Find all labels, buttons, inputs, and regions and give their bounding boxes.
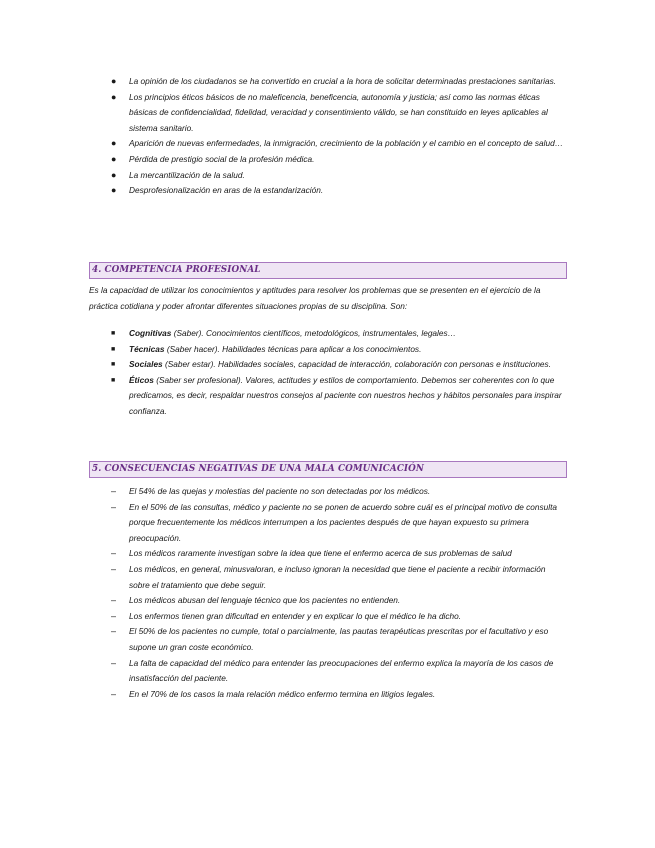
bullet-square-icon: ■ [111, 330, 116, 337]
list-item: ● La mercantilización de la salud. [89, 168, 567, 184]
list-item: ● La opinión de los ciudadanos se ha convertido en crucial a la hora de solicitar determinadas prestaciones sanitarias. [89, 74, 567, 90]
term: Sociales [129, 359, 163, 370]
list-item: ■ Éticos (Saber ser profesional). Valores, actitudes y estilos de comportamiento. Debemos ser coherentes con lo que predicamos, es decir, respaldar nuestros consejos al paciente con nuestros hechos y hábitos personales para inspirar confianza. [111, 374, 562, 416]
bullet-dash-icon: – [111, 657, 117, 668]
term: Éticos [129, 374, 154, 385]
bullet-dash-icon: – [111, 626, 117, 637]
list-item: – En el 50% de las consultas, médico y paciente no se ponen de acuerdo sobre cuál es el principal motivo de consulta porque frecuentemente los médicos interrumpen a los pacientes después de que hayan expuesto su primera preocupación. [111, 501, 558, 543]
list-item: – Los enfermos tienen gran dificultad en entender y en explicar lo que el médico le ha dicho. [89, 609, 567, 625]
list-item: ■ Técnicas (Saber hacer). Habilidades técnicas para aplicar a los conocimientos. [89, 342, 567, 358]
bullet-square-icon: ■ [111, 376, 116, 384]
section-paragraph: Es la capacidad de utilizar los conocimientos y aptitudes para resolver los problemas que se presenten en el ejercicio de la práctica cotidiana y poder afrontar diferentes situaciones propias de su disciplina. Son: [89, 285, 541, 311]
bullet-square-icon: ■ [111, 361, 116, 369]
bullet-dash-icon: – [111, 501, 117, 512]
list-item: – Los médicos, en general, minusvaloran, e incluso ignoran la necesidad que tiene el paciente a recibir información sobre el tratamiento que debe seguir. [111, 563, 546, 590]
list-item: – En el 70% de los casos la mala relación médico enfermo termina en litigios legales. [89, 687, 567, 703]
list-item: ● Desprofesionalización en aras de la estandarización. [89, 183, 567, 199]
section-heading-consecuencias: 5. CONSECUENCIAS NEGATIVAS DE UNA MALA COMUNICACIÓN [89, 461, 567, 478]
list-item: ● Pérdida de prestigio social de la profesión médica. [89, 152, 567, 168]
bullet-dot-icon: ● [111, 185, 117, 196]
bullet-dash-icon: – [111, 688, 117, 699]
consecuencias-list [89, 484, 567, 702]
bullet-dot-icon: ● [111, 76, 117, 86]
list-item: ● Los principios éticos básicos de no maleficencia, beneficencia, autonomía y justicia; así como las normas éticas básicas de confidencialidad, fidelidad, veracidad y consentimiento válido, se han constituido en leyes aplicables al sistema sanitario. [111, 91, 548, 133]
bullet-dash-icon: – [111, 486, 117, 496]
competencias-list [89, 326, 567, 420]
bullet-dash-icon: – [111, 563, 117, 574]
bullet-dash-icon: – [111, 548, 117, 559]
list-item: ● Aparición de nuevas enfermedades, la inmigración, crecimiento de la población y el cambio en el concepto de salud… [89, 136, 567, 152]
bullet-dot-icon: ● [111, 153, 117, 164]
list-item: – Los médicos raramente investigan sobre la idea que tiene el enfermo acerca de sus problemas de salud [89, 546, 567, 562]
term: Técnicas [129, 343, 165, 354]
list-item: – Los médicos abusan del lenguaje técnico que los pacientes no entienden. [89, 593, 567, 609]
list-item: ■ Cognitivas (Saber). Conocimientos científicos, metodológicos, instrumentales, legales… [89, 326, 567, 342]
bullet-dash-icon: – [111, 595, 117, 606]
term: Cognitivas [129, 328, 172, 338]
list-item: – La falta de capacidad del médico para entender las preocupaciones del enfermo explica la mayoría de los casos de insatisfacción del paciente. [111, 657, 554, 684]
list-item: ■ Sociales (Saber estar). Habilidades sociales, capacidad de interacción, colaboración con personas e instituciones. [89, 357, 567, 373]
list-item: – El 50% de los pacientes no cumple, total o parcialmente, las pautas terapéuticas prescritas por el facultativo y eso supone un gran coste económico. [111, 626, 549, 652]
bullet-dash-icon: – [111, 610, 117, 621]
bullet-dot-icon: ● [111, 91, 117, 102]
bullet-square-icon: ■ [111, 345, 116, 353]
section-heading-competencia: 4. COMPETENCIA PROFESIONAL [89, 262, 567, 279]
bullet-dot-icon: ● [111, 138, 117, 149]
intro-bullet-list [89, 74, 567, 199]
bullet-dot-icon: ● [111, 169, 117, 180]
list-item: – El 54% de las quejas y molestias del paciente no son detectadas por los médicos. [89, 484, 567, 500]
